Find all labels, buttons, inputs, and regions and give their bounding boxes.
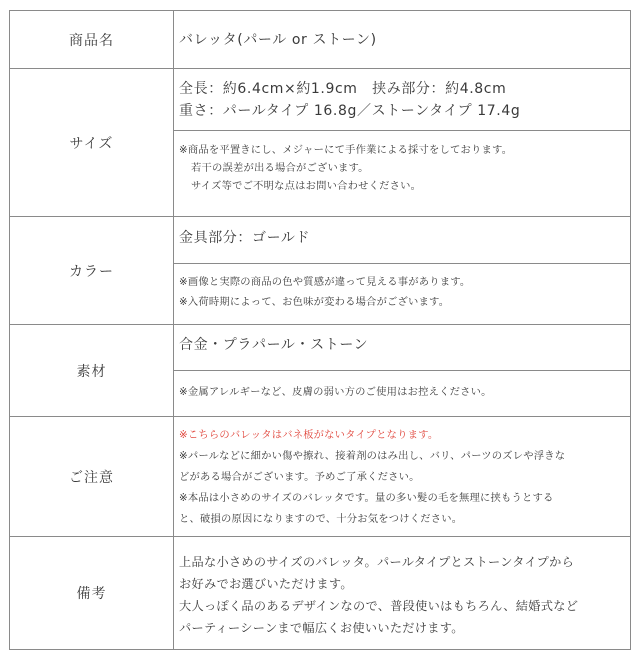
caution-line-4: と、破損の原因になりますので、十分お気をつけください。 — [179, 513, 463, 525]
value-size — [174, 69, 631, 217]
size-note-2: 若干の誤差が出る場合がございます。 — [191, 162, 369, 174]
label-color: カラー — [10, 217, 174, 325]
color-note-1: ※画像と実際の商品の色や質感が違って見える事があります。 — [179, 276, 471, 288]
row-material — [10, 325, 631, 417]
size-notes — [174, 130, 630, 202]
row-caution — [10, 417, 631, 537]
remarks-line-2: お好みでお選びいただけます。 — [179, 577, 353, 591]
size-weight: 重さ：パールタイプ 16.8g／ストーンタイプ 17.4g — [179, 103, 521, 119]
value-caution — [174, 417, 631, 537]
material-notes — [174, 370, 630, 411]
remarks-line-1: 上品な小さめのサイズのバレッタ。パールタイプとストーンタイプから — [179, 555, 575, 569]
value-color — [174, 217, 631, 325]
label-remarks: 備考 — [10, 537, 174, 650]
product-spec-table — [9, 10, 631, 650]
value-material — [174, 325, 631, 417]
label-size: サイズ — [10, 69, 174, 217]
value-product-name — [174, 11, 631, 69]
row-size — [10, 69, 631, 217]
product-name-text: バレッタ(パール or ストーン) — [179, 31, 377, 48]
caution-line-3: ※本品は小さめのサイズのバレッタです。量の多い髪の毛を無理に挟もうとする — [179, 492, 554, 504]
material-note-1: ※金属アレルギーなど、皮膚の弱い方のご使用はお控えください。 — [179, 386, 492, 398]
size-note-3: サイズ等でご不明な点はお問い合わせください。 — [191, 180, 422, 192]
label-caution: ご注意 — [10, 417, 174, 537]
caution-warning: ※こちらのバレッタはバネ板がないタイプとなります。 — [179, 429, 439, 441]
row-remarks — [10, 537, 631, 650]
color-notes — [174, 263, 630, 319]
color-text: 金具部分：ゴールド — [179, 230, 311, 246]
size-dimensions: 全長：約6.4cm×約1.9cm 挟み部分：約4.8cm — [179, 81, 507, 97]
value-remarks — [174, 537, 631, 650]
row-color — [10, 217, 631, 325]
caution-line-1: ※パールなどに細かい傷や擦れ、接着剤のはみ出し、バリ、パーツのズレや浮きな — [179, 450, 566, 462]
label-material: 素材 — [10, 325, 174, 417]
label-product-name: 商品名 — [10, 11, 174, 69]
size-note-1: ※商品を平置きにし、メジャーにて手作業による採寸をしております。 — [179, 144, 513, 156]
material-text: 合金・プラパール・ストーン — [179, 337, 369, 353]
remarks-line-4: パーティーシーンまで幅広くお使いいただけます。 — [179, 621, 464, 635]
caution-line-2: どがある場合がございます。予めご了承ください。 — [179, 471, 420, 483]
color-note-2: ※入荷時期によって、お色味が変わる場合がございます。 — [179, 296, 450, 308]
row-product-name — [10, 11, 631, 69]
remarks-line-3: 大人っぽく品のあるデザインなので、普段使いはもちろん、結婚式など — [179, 599, 579, 613]
